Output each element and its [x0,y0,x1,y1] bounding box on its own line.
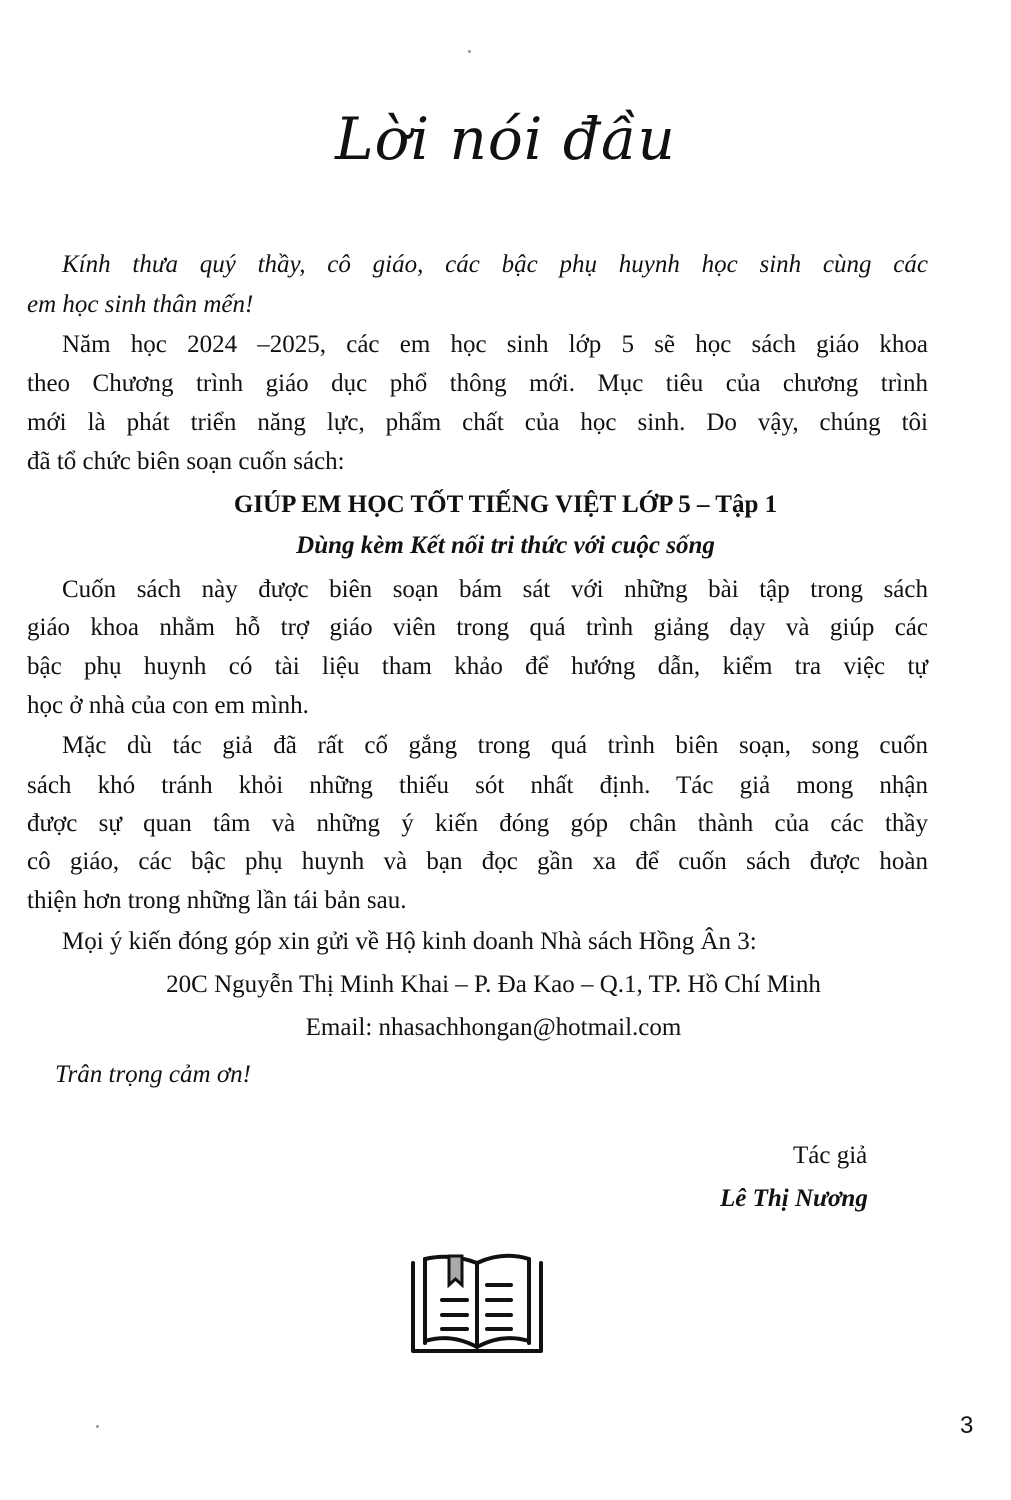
speck [468,50,471,53]
book-subtitle: Dùng kèm Kết nối tri thức với cuộc sống [296,532,715,559]
author-label: Tác giả [793,1142,868,1169]
paragraph-line: học ở nhà của con em mình. [27,692,309,719]
author-name: Lê Thị Nương [720,1185,868,1212]
paragraph-line: cô giáo, các bậc phụ huynh và bạn đọc gần xa để cuốn sách được hoàn [27,848,928,875]
contact-intro: Mọi ý kiến đóng góp xin gửi về Hộ kinh doanh Nhà sách Hồng Ân 3: [62,928,757,955]
closing: Trân trọng cảm ơn! [55,1061,251,1088]
paragraph-line: Mặc dù tác giả đã rất cố gắng trong quá trình biên soạn, song cuốn [62,732,928,759]
page-title: Lời nói đầu [335,105,676,173]
paragraph-line: mới là phát triển năng lực, phẩm chất của học sinh. Do vậy, chúng tôi [27,409,928,436]
paragraph-line: Năm học 2024 –2025, các em học sinh lớp 5 sẽ học sách giáo khoa [62,331,928,358]
email: Email: nhasachhongan@hotmail.com [305,1014,682,1041]
page-number: 3 [960,1412,974,1439]
greeting-line: em học sinh thân mến! [27,291,254,318]
paragraph-line: được sự quan tâm và những ý kiến đóng góp chân thành của các thầy [27,810,928,837]
paragraph-line: giáo khoa nhằm hỗ trợ giáo viên trong quá trình giảng dạy và giúp các [27,614,928,641]
speck [96,1425,99,1428]
paragraph-line: theo Chương trình giáo dục phổ thông mới. Mục tiêu của chương trình [27,370,928,397]
paragraph-line: Cuốn sách này được biên soạn bám sát với những bài tập trong sách [62,576,928,603]
paragraph-line: đã tổ chức biên soạn cuốn sách: [27,448,345,475]
paragraph-line: bậc phụ huynh có tài liệu tham khảo để hướng dẫn, kiểm tra việc tự [27,653,928,680]
paragraph-line: thiện hơn trong những lần tái bản sau. [27,887,407,914]
paragraph-line: sách khó tránh khỏi những thiếu sót nhất định. Tác giả mong nhận [27,772,928,799]
greeting-line: Kính thưa quý thầy, cô giáo, các bậc phụ huynh học sinh cùng các [62,251,928,278]
book-title: GIÚP EM HỌC TỐT TIẾNG VIỆT LỚP 5 – Tập 1 [233,491,778,518]
address: 20C Nguyễn Thị Minh Khai – P. Đa Kao – Q.1, TP. Hồ Chí Minh [166,971,821,998]
open-book-icon [403,1243,551,1355]
